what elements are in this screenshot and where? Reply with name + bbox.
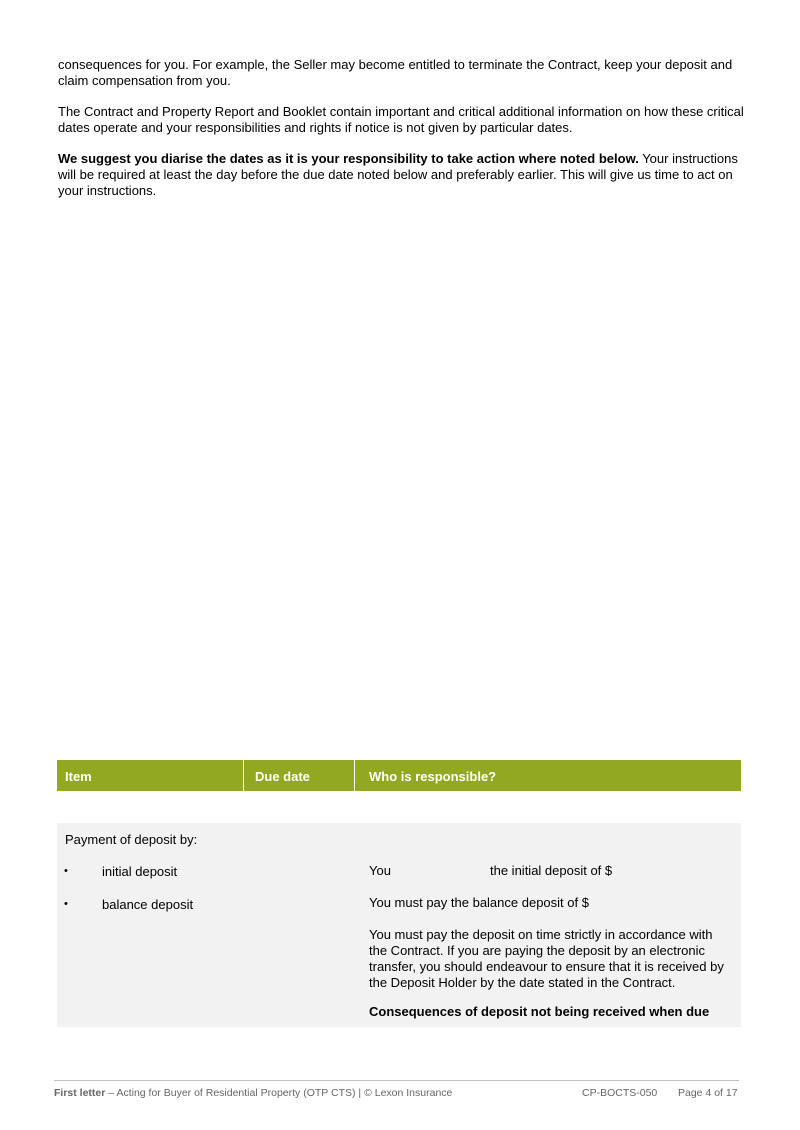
item-initial-deposit: initial deposit [102,864,178,879]
item-balance-deposit: balance deposit [102,897,194,912]
responsible-initial-you: You [369,863,391,878]
footer-title-rest: – Acting for Buyer of Residential Property (OTP CTS) | © Lexon Insurance [105,1087,453,1099]
footer-divider [54,1080,739,1081]
table-header-row [57,760,741,791]
consequences-heading: Consequences of deposit not being received when due [369,1004,710,1019]
responsible-balance: You must pay the balance deposit of $ [369,895,589,910]
intro-paragraph-consequences: consequences for you. For example, the Seller may become entitled to terminate the Contract, keep your deposit and claim compensation from you. [58,57,733,88]
deposit-table-body [57,823,741,1027]
intro-paragraph-contract-report: The Contract and Property Report and Booklet contain important and critical additional information on how these critical dates operate and your responsibilities and rights if notice is not given by particular dates. [58,104,744,135]
diarise-bold-text: We suggest you diarise the dates as it is your responsibility to take action where noted below. [58,151,639,166]
header-due-date: Due date [255,769,310,784]
header-item: Item [65,769,92,784]
header-divider [354,760,355,791]
footer-code: CP-BOCTS-050 [582,1087,658,1099]
diarise-rest-text: Your instructions will be required at least the day before the due date noted below and preferably earlier. This will give us time to act on your instructions. [58,151,738,198]
deposit-note: You must pay the deposit on time strictly in accordance with the Contract. If you are paying the deposit by an electronic transfer, you should endeavour to ensure that it is received by the Deposit Holder by the date stated in the Contract. [369,927,724,990]
intro-paragraph-diarise [58,151,748,199]
footer-page-number: Page 4 of 17 [678,1087,738,1099]
section-title: Payment of deposit by: [65,832,198,847]
bullet-icon: • [64,898,68,910]
bullet-icon: • [64,865,68,877]
responsible-initial-amount: the initial deposit of $ [490,863,613,878]
header-responsible: Who is responsible? [369,769,497,784]
header-divider [243,760,244,791]
footer-title-bold: First letter [54,1087,106,1099]
footer-title [54,1087,452,1099]
